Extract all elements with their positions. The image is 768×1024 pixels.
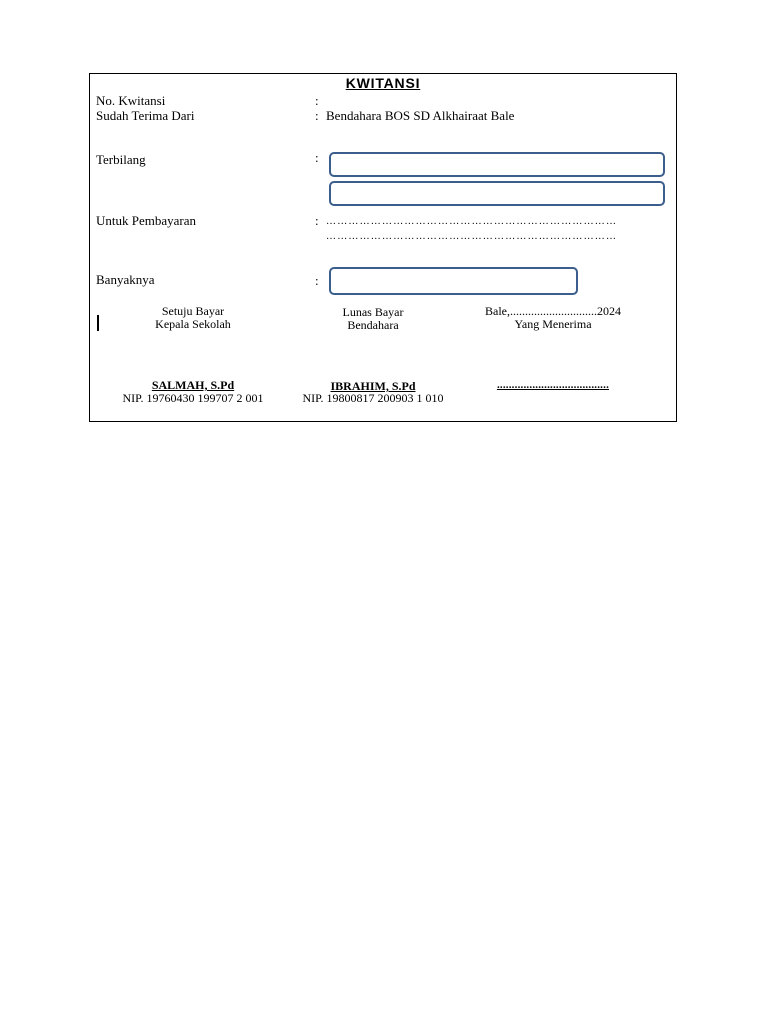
terbilang-label: Terbilang xyxy=(96,152,146,167)
receiver-name-blank[interactable]: ...................................... xyxy=(496,379,610,391)
paid-line1: Lunas Bayar xyxy=(342,305,404,319)
terbilang-input-line2[interactable] xyxy=(329,181,665,206)
approve-nip: NIP. 19760430 199707 2 001 xyxy=(122,391,264,405)
banyaknya-label: Banyaknya xyxy=(96,272,155,287)
approve-line2: Kepala Sekolah xyxy=(155,317,231,331)
no-kwitansi-colon: : xyxy=(315,93,319,108)
approve-line1: Setuju Bayar xyxy=(161,304,225,318)
terbilang-colon: : xyxy=(315,150,319,165)
receipt-title: KWITANSI xyxy=(345,75,421,91)
text-cursor-icon xyxy=(97,315,99,331)
sudah-terima-dari-colon: : xyxy=(315,108,319,123)
banyaknya-input[interactable] xyxy=(329,267,578,295)
untuk-pembayaran-line2[interactable]: …………………………………………………………………… xyxy=(326,231,618,242)
paid-nip: NIP. 19800817 200903 1 010 xyxy=(302,391,444,405)
receiver-line2: Yang Menerima xyxy=(514,317,592,331)
untuk-pembayaran-line1[interactable]: …………………………………………………………………… xyxy=(326,216,618,227)
receiver-place-date[interactable]: Bale,.............................2024 xyxy=(485,304,621,318)
untuk-pembayaran-colon: : xyxy=(315,213,319,228)
sudah-terima-dari-value: Bendahara BOS SD Alkhairaat Bale xyxy=(326,108,515,123)
terbilang-input-line1[interactable] xyxy=(329,152,665,177)
banyaknya-colon: : xyxy=(315,273,319,288)
paid-name: IBRAHIM, S.Pd xyxy=(330,379,416,393)
paid-line2: Bendahara xyxy=(347,318,399,332)
approve-name: SALMAH, S.Pd xyxy=(151,378,235,392)
sudah-terima-dari-label: Sudah Terima Dari xyxy=(96,108,195,123)
no-kwitansi-label: No. Kwitansi xyxy=(96,93,166,108)
receipt-form xyxy=(89,73,677,422)
untuk-pembayaran-label: Untuk Pembayaran xyxy=(96,213,197,228)
